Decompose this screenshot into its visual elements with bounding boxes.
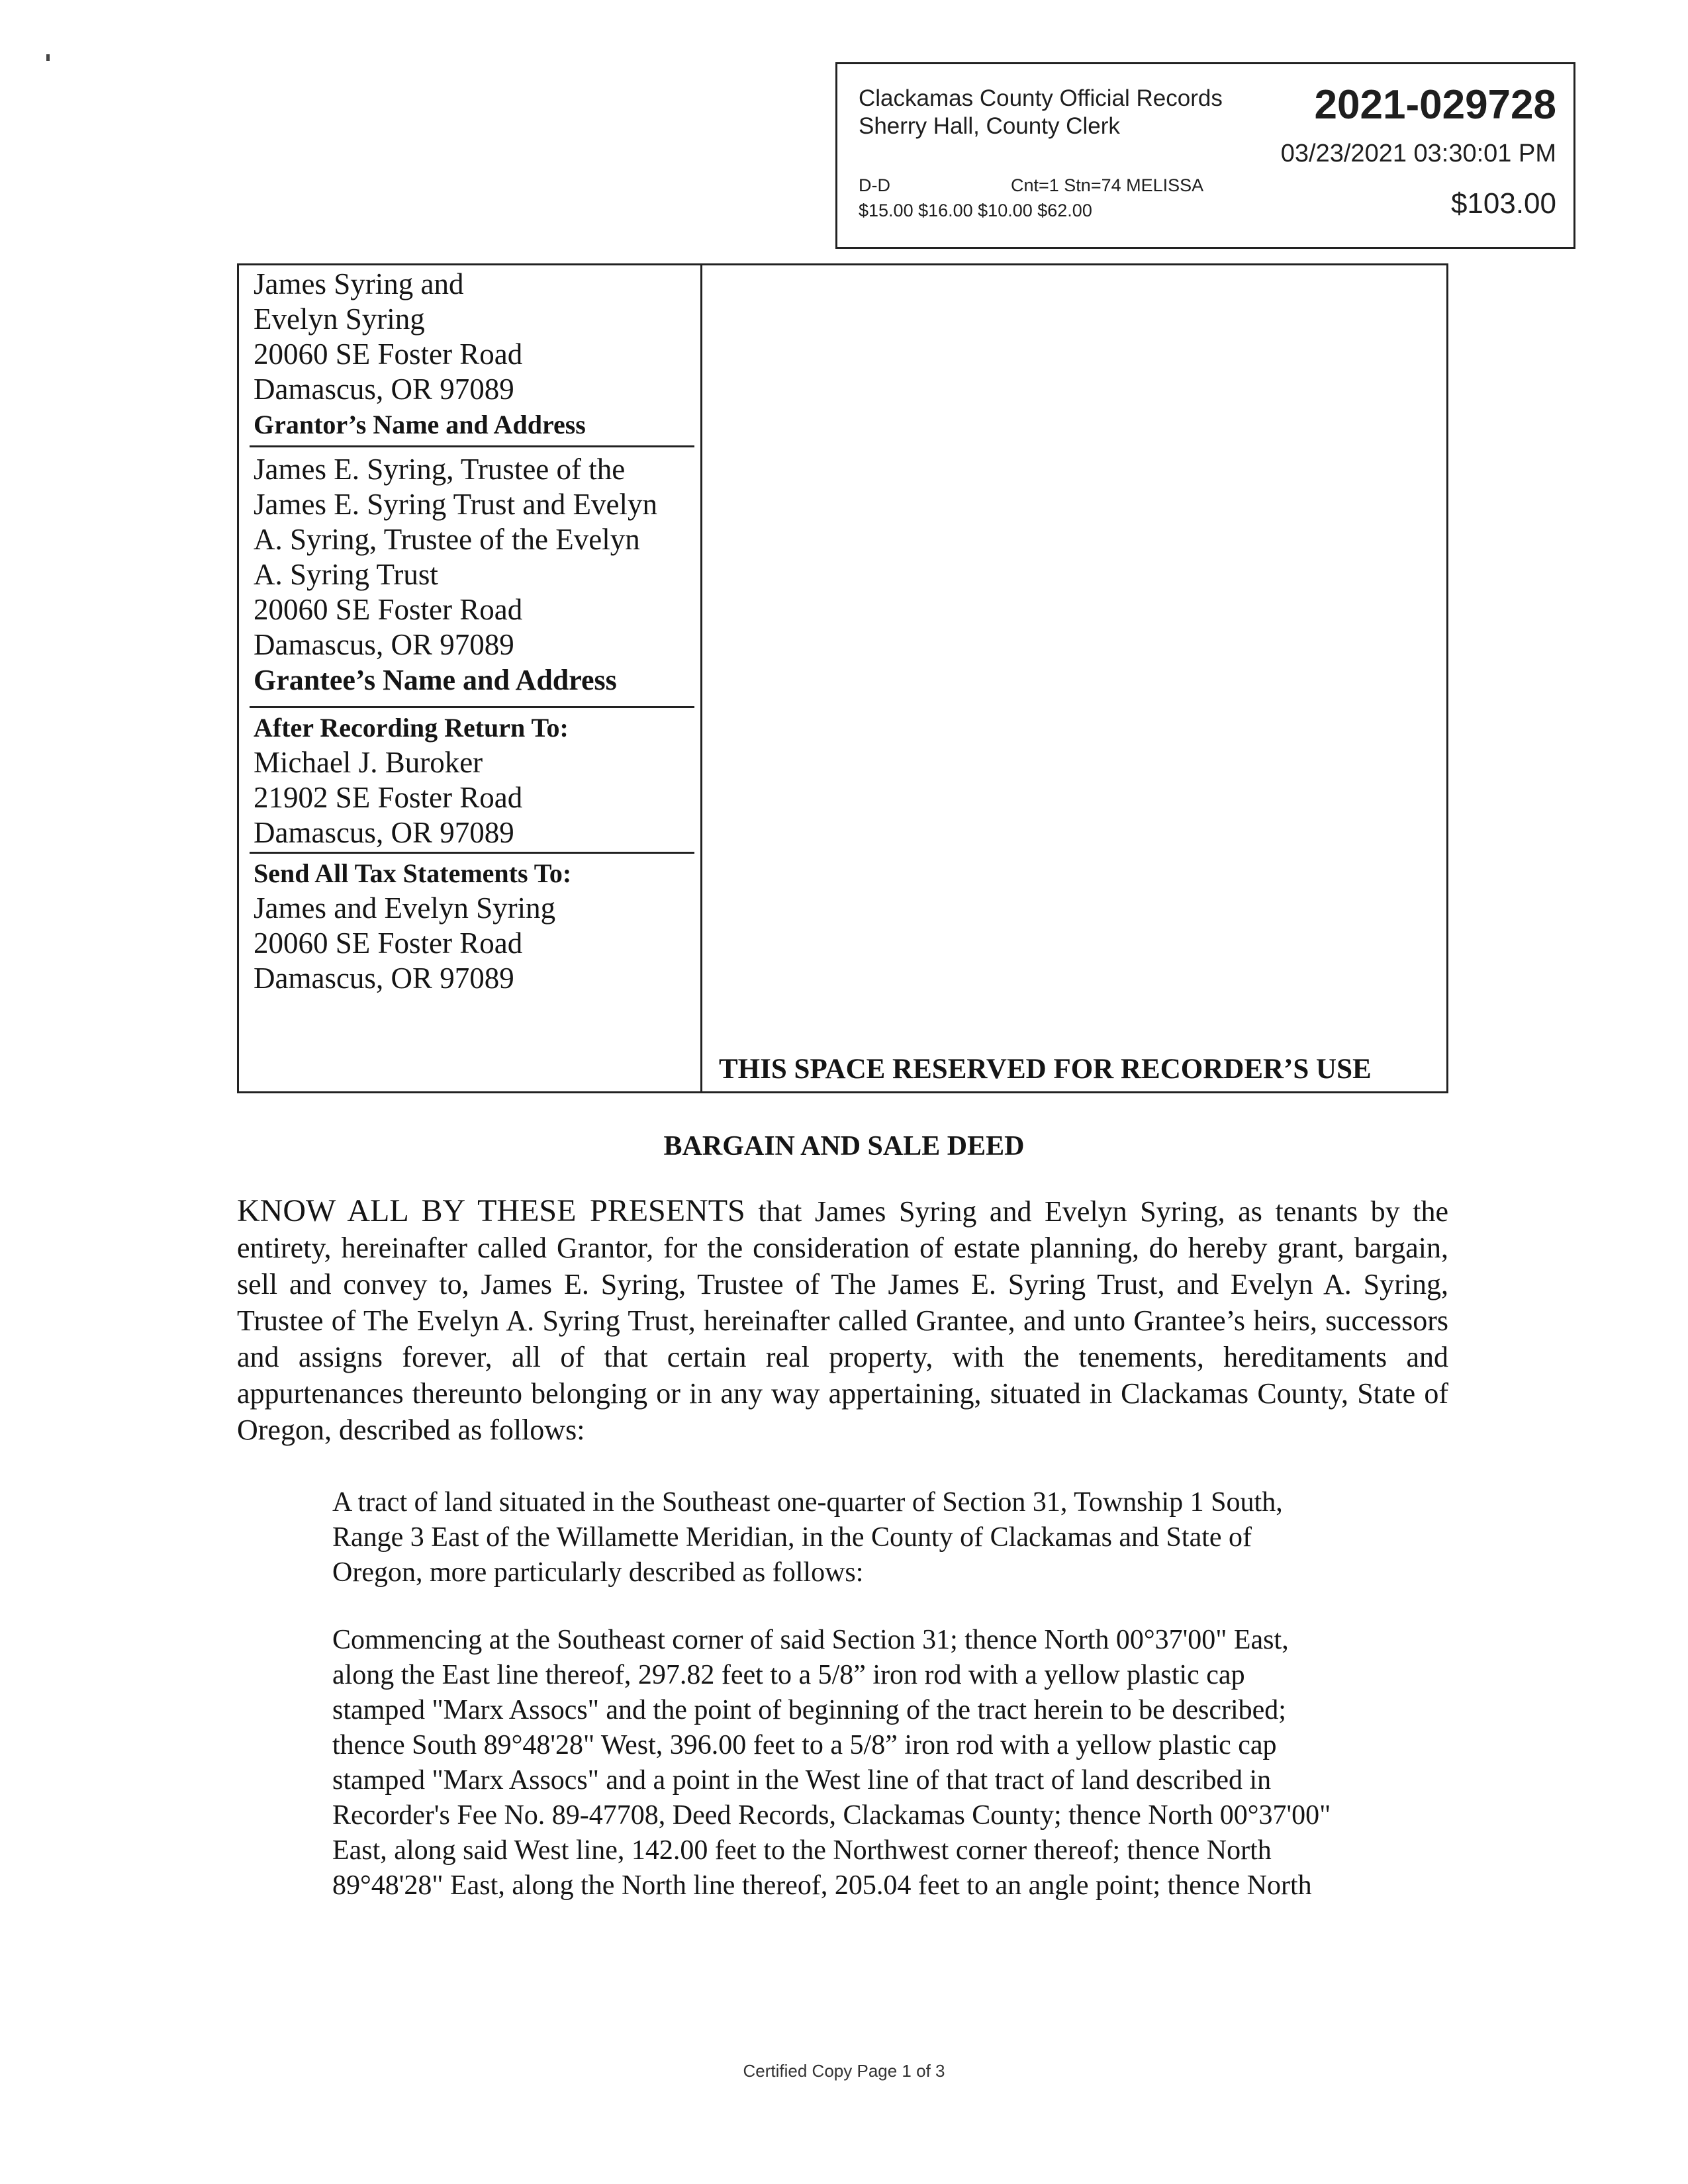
return-to-block [254, 710, 569, 850]
grantee-line: James E. Syring Trust and Evelyn [254, 488, 658, 521]
recording-stamp [835, 62, 1575, 249]
intro-body: that James Syring and Evelyn Syring, as tenants by the entirety, hereinafter called Grantor, for the consideration of estate planning, do hereby grant, bargain, sell and convey to, James E. Syring, Trustee of The James E. Syring Trust, and Evelyn A. Syring, Trustee of The Evelyn A. Syring Trust, hereinafter called Grantee, and unto Grantee’s heirs, successors and assigns forever, all of that certain real property, with the tenements, hereditaments and appurtenances thereunto belonging or in any way appertaining, situated in Clackamas County, State of Oregon, described as follows: [237, 1195, 1448, 1446]
document-number: 2021-029728 [1314, 82, 1556, 128]
grantee-line: A. Syring, Trustee of the Evelyn [254, 523, 640, 556]
return-to-line: Michael J. Buroker [254, 746, 483, 779]
tax-statements-line: James and Evelyn Syring [254, 891, 556, 925]
recorder-reserved-label: THIS SPACE RESERVED FOR RECORDER’S USE [719, 1054, 1372, 1085]
grantee-line: James E. Syring, Trustee of the [254, 453, 626, 486]
conveyance-paragraph [237, 1193, 1448, 1448]
doc-type: D-D [859, 175, 890, 195]
grantor-line: James Syring and [254, 267, 464, 300]
recording-office: Clackamas County Official Records [859, 85, 1223, 111]
grantee-line: A. Syring Trust [254, 558, 438, 591]
return-to-label: After Recording Return To: [254, 713, 569, 743]
tax-statements-line: 20060 SE Foster Road [254, 927, 523, 960]
deed-title: BARGAIN AND SALE DEED [663, 1131, 1025, 1161]
recording-datetime: 03/23/2021 03:30:01 PM [1280, 140, 1556, 167]
grantor-block [254, 267, 586, 442]
legal-description-intro: A tract of land situated in the Southeast one-quarter of Section 31, Township 1 South, Range 3 East of the Willamette Meridian, in the County of Clackamas and State of Oregon, more particularly described as follows: [332, 1487, 1283, 1588]
grantor-label: Grantor’s Name and Address [254, 410, 586, 439]
grantor-line: Damascus, OR 97089 [254, 373, 514, 406]
intro-lead: KNOW ALL BY THESE PRESENTS [237, 1193, 745, 1228]
grantor-line: Evelyn Syring [254, 302, 425, 336]
legal-description-metes: Commencing at the Southeast corner of said Section 31; thence North 00°37'00" East, along the East line thereof, 297.82 feet to a 5/8” iron rod with a yellow plastic cap stamped "Marx Assocs" and the point of beginning of the tract herein to be described; thence South 89°48'28" West, 396.00 feet to a 5/8” iron rod with a yellow plastic cap stamped "Marx Assocs" and a point in the West line of that tract of land described in Recorder's Fee No. 89-47708, Deed Records, Clackamas County; thence North 00°37'00" East, along said West line, 142.00 feet to the Northwest corner thereof; thence North 89°48'28" East, along the North line thereof, 205.04 feet to an angle point; thence North [332, 1625, 1331, 1901]
grantee-line: Damascus, OR 97089 [254, 628, 514, 661]
page-footer: Certified Copy Page 1 of 3 [743, 2061, 945, 2081]
grantor-line: 20060 SE Foster Road [254, 338, 523, 371]
column-divider [700, 265, 702, 1091]
scan-speck [46, 54, 50, 61]
fee-breakdown: $15.00 $16.00 $10.00 $62.00 [859, 201, 1092, 220]
return-to-line: 21902 SE Foster Road [254, 781, 523, 814]
address-table [237, 263, 1448, 1093]
grantee-label: Grantee’s Name and Address [254, 664, 617, 696]
section-rule [250, 706, 694, 708]
section-rule [250, 445, 694, 447]
section-rule [250, 852, 694, 854]
total-fee: $103.00 [1450, 187, 1556, 220]
grantee-line: 20060 SE Foster Road [254, 593, 523, 626]
tax-statements-block [254, 856, 571, 996]
grantee-block [254, 452, 657, 698]
county-clerk: Sherry Hall, County Clerk [859, 113, 1120, 139]
tax-statements-line: Damascus, OR 97089 [254, 962, 514, 995]
return-to-line: Damascus, OR 97089 [254, 816, 514, 849]
tax-statements-label: Send All Tax Statements To: [254, 858, 572, 888]
count-info: Cnt=1 Stn=74 MELISSA [1011, 175, 1204, 195]
